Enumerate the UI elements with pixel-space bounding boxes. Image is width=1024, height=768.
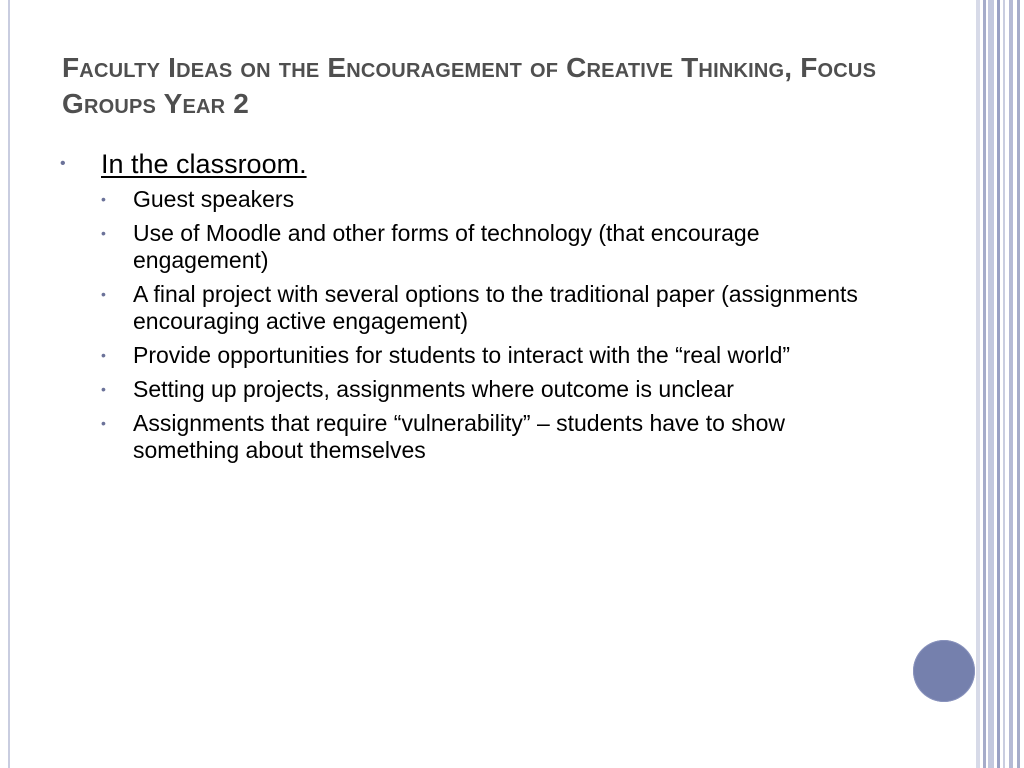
- right-decorative-stripes: [976, 0, 1024, 768]
- bullet-icon: •: [101, 191, 106, 207]
- bullet-item-top-level: [60, 146, 890, 182]
- sub-bullet-item: [60, 220, 890, 274]
- stripe: [1017, 0, 1020, 768]
- sub-bullet-text: Assignments that require “vulnerability” – students have to show something about themselves: [133, 410, 785, 463]
- sub-bullet-text: Provide opportunities for students to interact with the “real world”: [133, 342, 791, 368]
- stripe: [997, 0, 1000, 768]
- sub-bullet-item: [60, 342, 890, 369]
- bullet-icon: •: [101, 415, 106, 431]
- slide-title: Faculty Ideas on the Encouragement of Creative Thinking, Focus Groups Year 2: [62, 52, 877, 119]
- bullet-text: In the classroom.: [101, 149, 307, 179]
- stripe: [988, 0, 994, 768]
- sub-bullet-item: [60, 186, 890, 213]
- slide-content: [60, 146, 890, 471]
- sub-bullet-item: [60, 376, 890, 403]
- bullet-icon: •: [101, 381, 106, 397]
- sub-bullet-text: A final project with several options to the traditional paper (assignments encouraging active engagement): [133, 281, 858, 334]
- circle-ornament: [913, 640, 975, 702]
- sub-bullet-text: Use of Moodle and other forms of technology (that encourage engagement): [133, 220, 760, 273]
- bullet-icon: •: [101, 225, 106, 241]
- bullet-icon: •: [101, 286, 106, 302]
- bullet-icon: •: [101, 347, 106, 363]
- stripe: [1009, 0, 1013, 768]
- left-border-line: [8, 0, 10, 768]
- stripe: [1003, 0, 1005, 768]
- sub-bullet-text: Guest speakers: [133, 186, 295, 212]
- sub-bullet-item: [60, 281, 890, 335]
- stripe: [983, 0, 986, 768]
- sub-bullet-text: Setting up projects, assignments where outcome is unclear: [133, 376, 734, 402]
- stripe: [976, 0, 980, 768]
- sub-bullet-list: [60, 186, 890, 464]
- sub-bullet-item: [60, 410, 890, 464]
- bullet-icon: •: [60, 155, 66, 172]
